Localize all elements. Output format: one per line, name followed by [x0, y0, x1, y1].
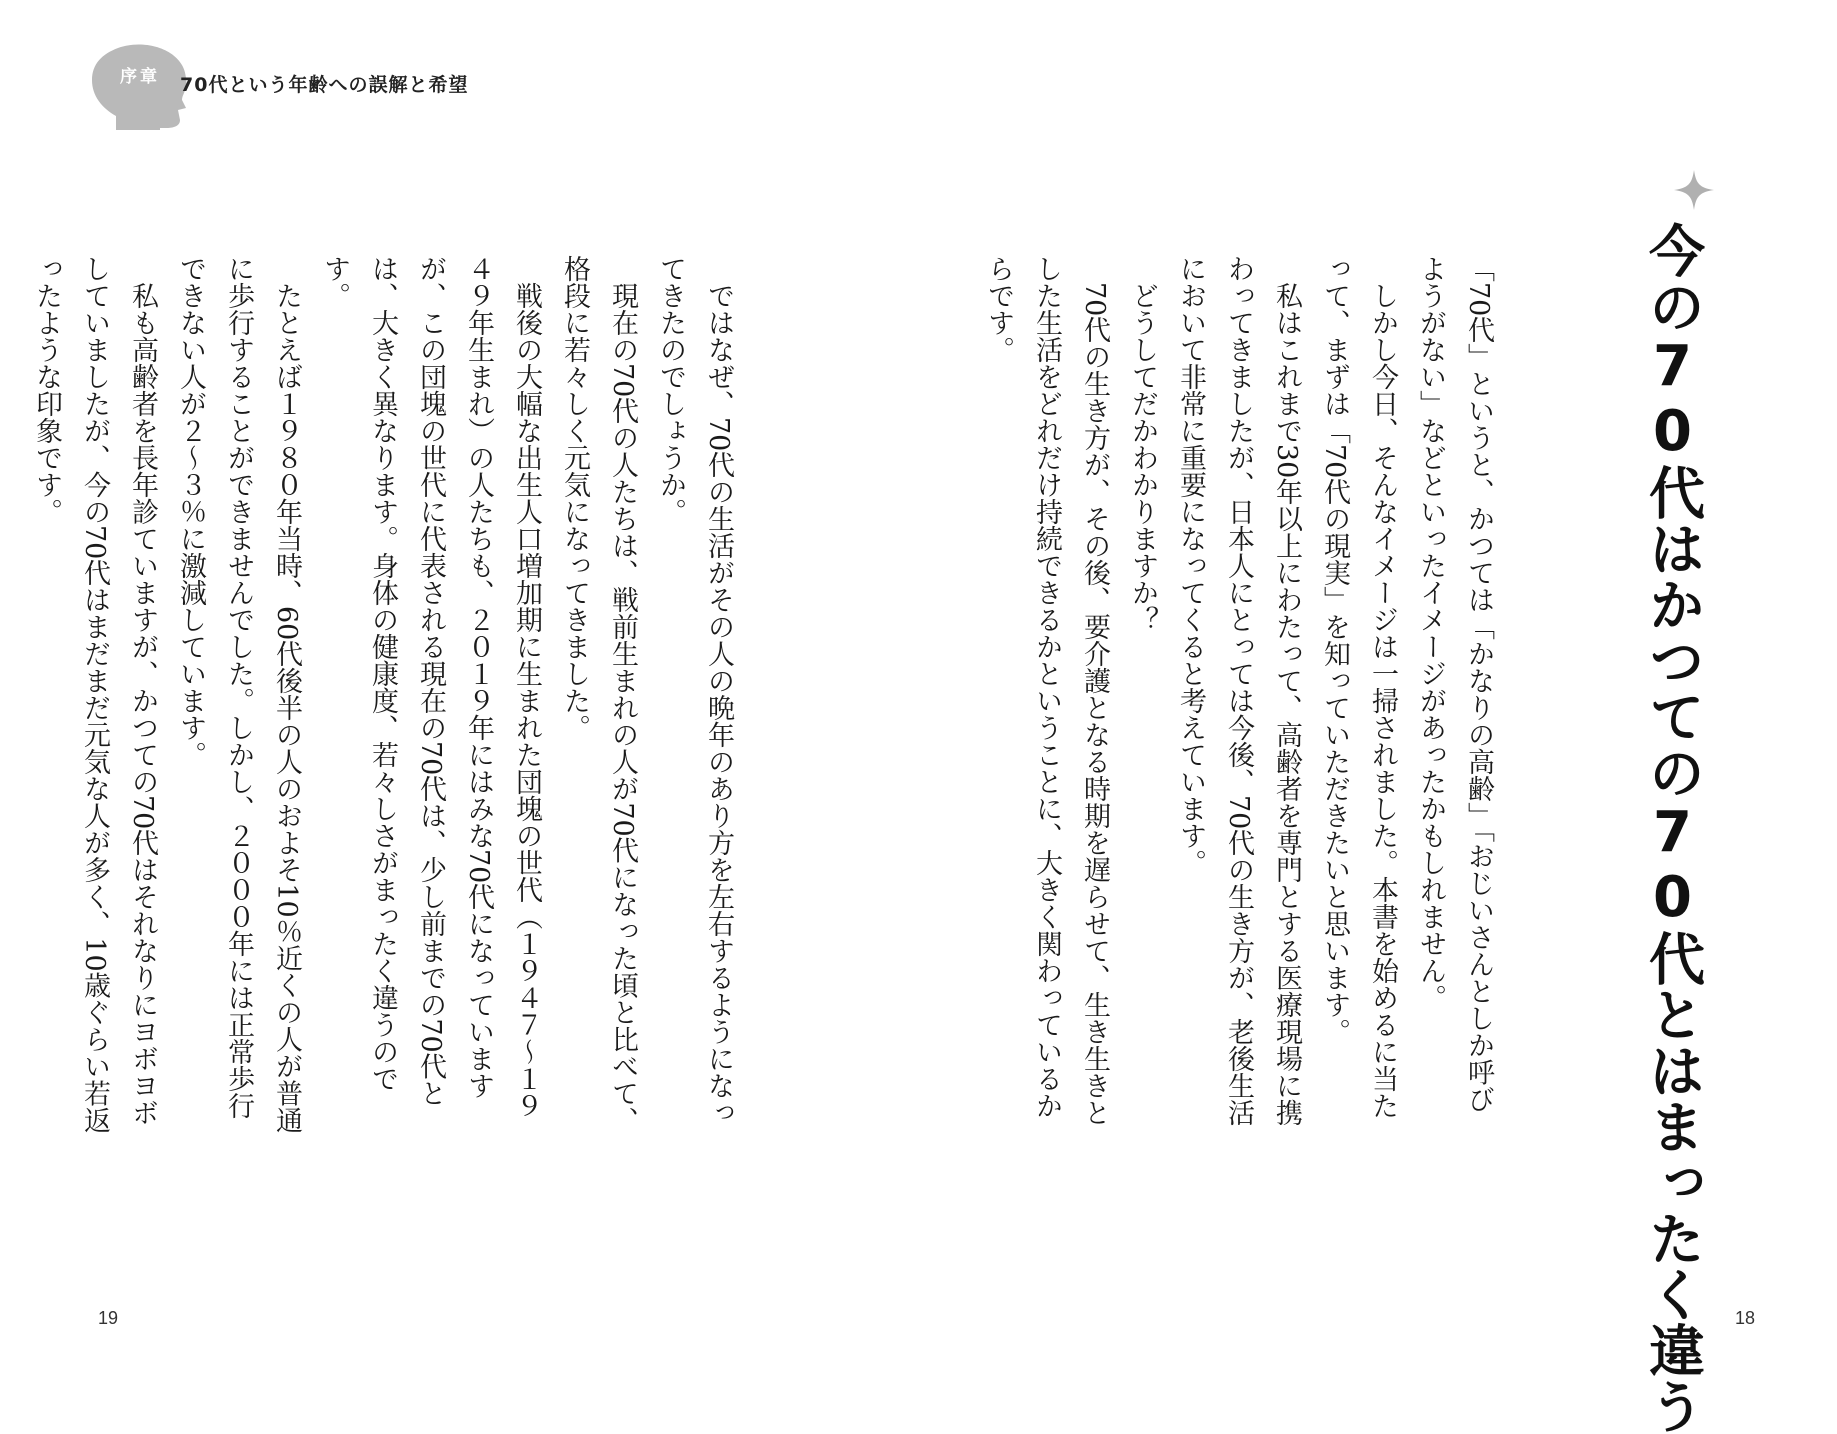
sparkle-icon [1672, 168, 1716, 212]
right-paragraph-5: 70代の生き方が、その後、要介護となる時期を遅らせて、生き生きとした生活をどれだけ持続できるかということに、大きく関わっているからです。 [983, 255, 1110, 1127]
page-number-left: 19 [98, 1308, 119, 1328]
section-heading: 今の70代はかつての70代とはまったく違う [1640, 222, 1705, 1434]
right-paragraph-4: どうしてだかわかりますか？ [1127, 282, 1158, 633]
right-paragraph-1: 「70代」というと、かつては「かなりの高齢」「おじいさんとしか呼びようがない」などといったイメージがあったかもしれません。 [1415, 255, 1494, 1113]
left-paragraph-2: 現在の70代の人たちは、戦前生まれの人が70代になった頃と比べて、格段に若々しく元気になってきました。 [559, 255, 638, 1134]
right-page-body [983, 255, 1502, 1135]
right-paragraph-3: 私はこれまで30年以上にわたって、高齢者を専門とする医療現場に携わってきましたが、日本人にとっては今後、70代の生き方が、老後生活において非常に重要になってくると考えています。 [1175, 255, 1302, 1127]
left-paragraph-1: ではなぜ、70代の生活がその人の晩年のあり方を左右するようになってきたのでしょうか。 [655, 255, 734, 1127]
left-paragraph-4: たとえば１９８０年当時、60代後半の人のおよそ10％近くの人が普通に歩行することができませんでした。しかし、２０００年には正常歩行できない人が２〜３％に激減しています。 [175, 255, 302, 1134]
left-paragraph-3: 戦後の大幅な出生人口増加期に生まれた団塊の世代（１９４７〜１９４９年生まれ）の人たちも、２０１９年にはみな70代になっていますが、この団塊の世代に代表される現在の70代は、少し前までの70代とは、大きく異なります。身体の健康度、若々しさがまったく違うのです。 [319, 255, 542, 1119]
right-paragraph-2: しかし今日、そんなイメージは一掃されました。本書を始めるに当たって、まずは「70代の現実」を知っていただきたいと思います。 [1319, 255, 1398, 1119]
left-paragraph-5: 私も高齢者を長年診ていますが、かつての70代はそれなりにヨボヨボしていましたが、今の70代はまだまだ元気な人が多く、10歳ぐらい若返ったような印象です。 [31, 255, 158, 1134]
chapter-label: 序章 [120, 67, 160, 87]
page-number-right: 18 [1735, 1308, 1756, 1328]
left-page-body [31, 255, 742, 1135]
chapter-title: 70代という年齢への誤解と希望 [180, 74, 469, 96]
